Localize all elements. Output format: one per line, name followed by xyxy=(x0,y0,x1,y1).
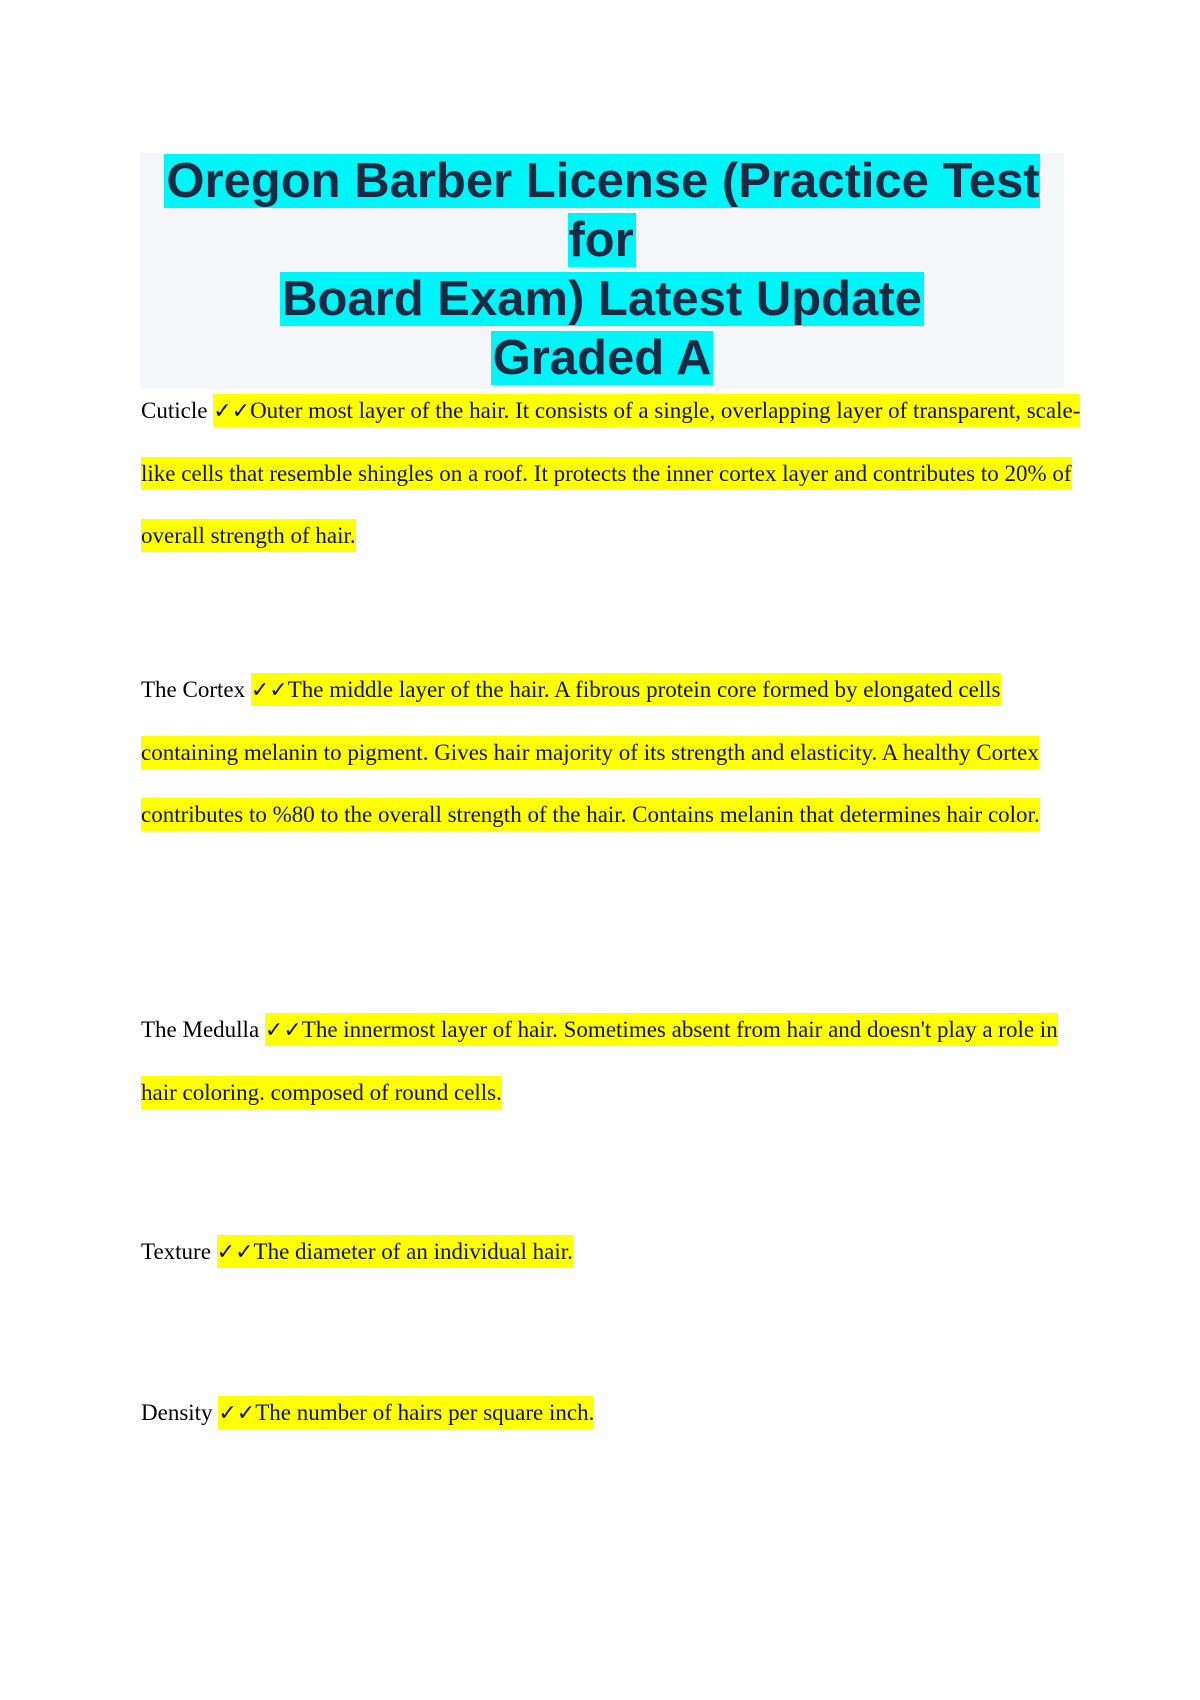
flashcard-entry-medulla xyxy=(141,999,1081,1124)
entry-definition: The middle layer of the hair. A fibrous protein core formed by elongated cells containing melanin to pigment. Gives hair majority of its strength and elasticity. A healthy Cortex contributes to %80 to the overall strength of the hair. Contains melanin that determines hair color. xyxy=(141,677,1040,827)
entry-answer xyxy=(141,673,1040,831)
entry-answer xyxy=(141,394,1080,552)
double-check-icon: ✓✓ xyxy=(218,1401,256,1426)
document-title xyxy=(140,152,1064,388)
double-check-icon: ✓✓ xyxy=(264,1018,302,1043)
entry-term: Texture xyxy=(141,1239,211,1264)
double-check-icon: ✓✓ xyxy=(216,1240,254,1265)
title-line-3: Graded A xyxy=(492,331,712,385)
entry-term: The Cortex xyxy=(141,677,246,702)
entry-answer xyxy=(218,1396,594,1429)
entry-definition: Outer most layer of the hair. It consists of a single, overlapping layer of transparent, scale-like cells that resemble shingles on a roof. It protects the inner cortex layer and contributes to 20% of overall strength of hair. xyxy=(141,398,1081,548)
flashcard-entry-density xyxy=(141,1382,1081,1445)
title-line-1: Oregon Barber License (Practice Test for xyxy=(166,154,1040,267)
entry-definition: The innermost layer of hair. Sometimes absent from hair and doesn't play a role in hair coloring. composed of round cells. xyxy=(141,1017,1058,1105)
entry-term: Cuticle xyxy=(141,398,208,423)
entry-answer xyxy=(217,1235,573,1268)
double-check-icon: ✓✓ xyxy=(213,399,251,424)
flashcard-entry-texture xyxy=(141,1221,1081,1284)
flashcard-entry-cortex xyxy=(141,659,1081,846)
entry-answer xyxy=(141,1013,1058,1109)
entry-term: Density xyxy=(141,1400,213,1425)
title-line-2: Board Exam) Latest Update xyxy=(282,272,922,326)
flashcard-entry-cuticle xyxy=(141,380,1081,567)
double-check-icon: ✓✓ xyxy=(250,678,288,703)
entry-definition: The number of hairs per square inch. xyxy=(255,1400,595,1425)
entry-term: The Medulla xyxy=(141,1017,260,1042)
entry-definition: The diameter of an individual hair. xyxy=(253,1239,573,1264)
